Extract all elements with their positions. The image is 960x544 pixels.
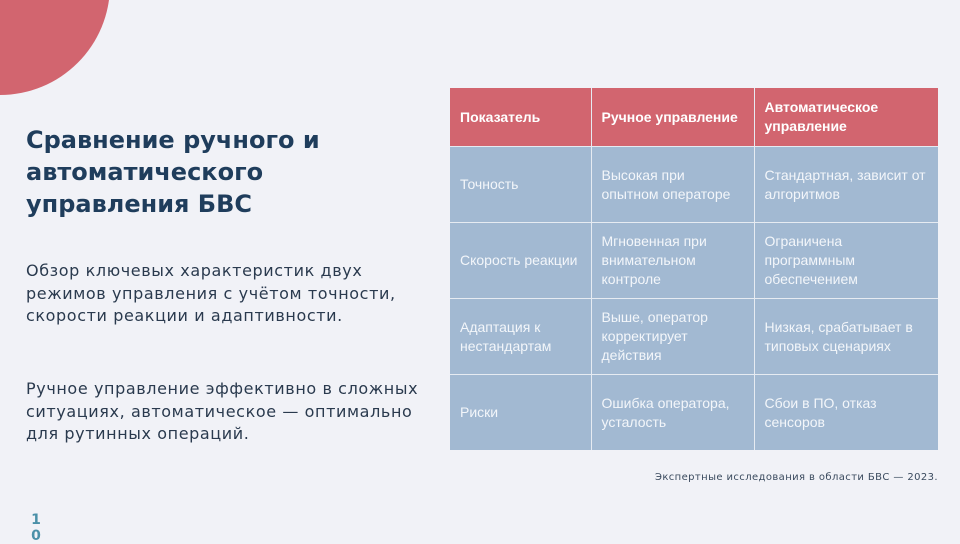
row-manual-cell: Мгновенная при внимательном контроле [591, 223, 754, 299]
row-manual-cell: Выше, оператор корректирует действия [591, 299, 754, 375]
row-automatic-cell: Стандартная, зависит от алгоритмов [754, 147, 938, 223]
table-row [450, 375, 938, 451]
row-manual-cell: Высокая при опытном операторе [591, 147, 754, 223]
intro-paragraph: Обзор ключевых характеристик двух режимов управления с учётом точности, скорости реакции и адаптивности. [26, 261, 396, 325]
row-manual-cell: Ошибка оператора, усталость [591, 375, 754, 451]
row-indicator-cell: Точность [450, 147, 591, 223]
row-automatic-cell: Ограничена программным обеспечением [754, 223, 938, 299]
slide-title: Сравнение ручного и автоматического управления БВС [26, 126, 320, 218]
table-row [450, 223, 938, 299]
row-automatic-cell: Низкая, срабатывает в типовых сценариях [754, 299, 938, 375]
table-row [450, 147, 938, 223]
table-header-row [450, 88, 938, 147]
table-row [450, 299, 938, 375]
page-number: 10 [31, 512, 41, 544]
comparison-table-container [450, 88, 938, 450]
comparison-table [450, 88, 938, 450]
row-indicator-cell: Риски [450, 375, 591, 451]
header-manual-control: Ручное управление [591, 88, 754, 147]
header-indicator: Показатель [450, 88, 591, 147]
source-caption: Экспертные исследования в области БВС — 2023. [654, 472, 938, 483]
row-indicator-cell: Адаптация к нестандартам [450, 299, 591, 375]
summary-paragraph: Ручное управление эффективно в сложных ситуациях, автоматическое — оптимально для рутинных операций. [26, 379, 419, 443]
header-automatic-control: Автоматическое управление [754, 88, 938, 147]
row-indicator-cell: Скорость реакции [450, 223, 591, 299]
decorative-corner-circle [0, 0, 110, 95]
row-automatic-cell: Сбои в ПО, отказ сенсоров [754, 375, 938, 451]
